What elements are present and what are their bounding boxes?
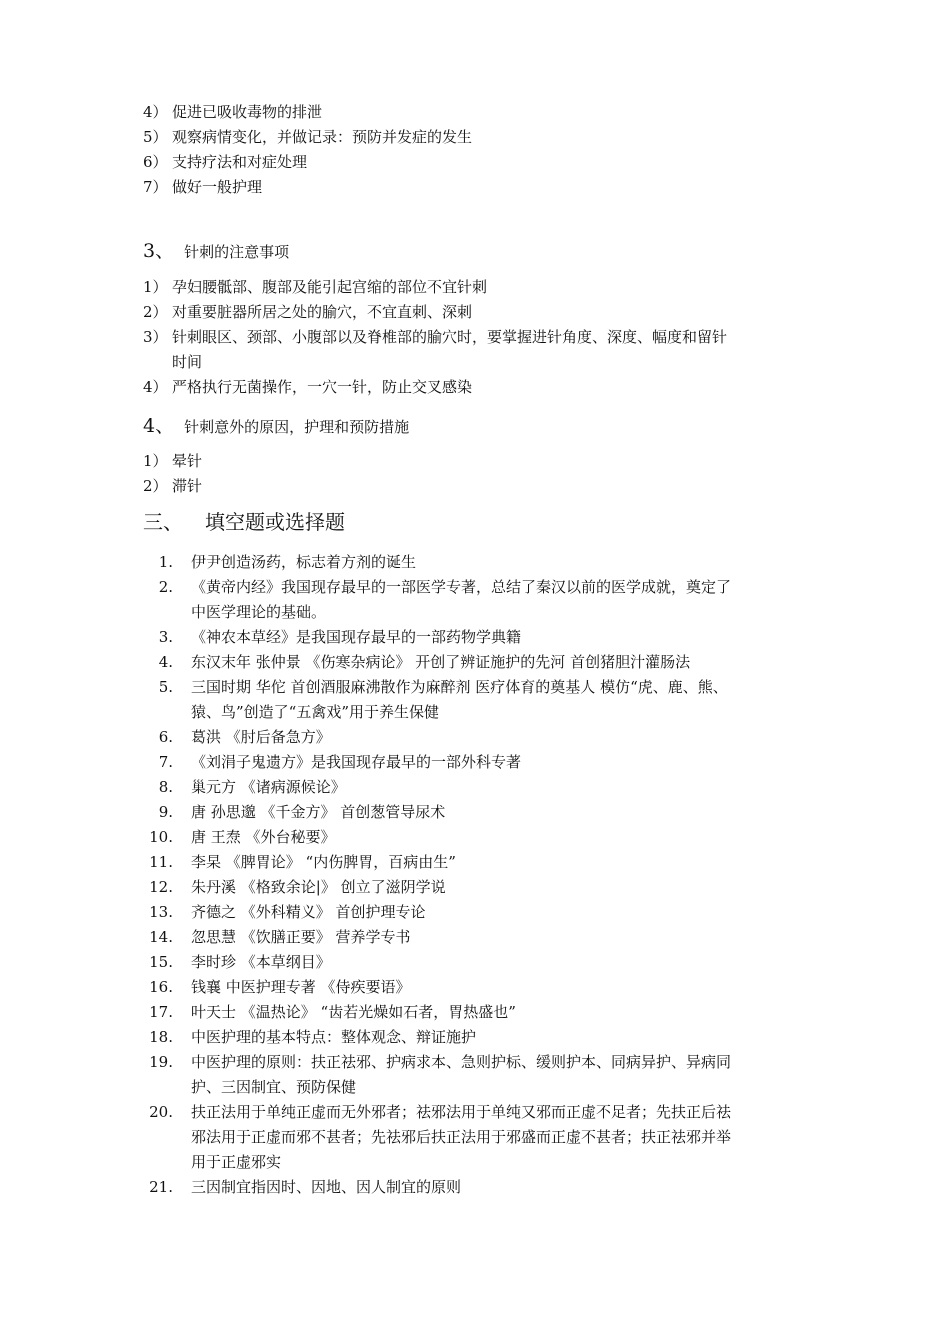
list-item: 3. 《神农本草经》是我国现存最早的一部药物学典籍: [158, 628, 522, 646]
list-item: 6） 支持疗法和对症处理: [143, 153, 308, 171]
list-item: 7. 《刘涓子鬼遗方》是我国现存最早的一部外科专著: [158, 753, 522, 771]
list-item: 9. 唐 孙思邈 《千金方》 首创葱管导尿术: [158, 803, 446, 821]
section-4-heading: 4、 针刺意外的原因，护理和预防措施: [143, 415, 410, 437]
list-item: 2. 《黄帝内经》我国现存最早的一部医学专著，总结了秦汉以前的医学成就，奠定了 中医学理论的基础。: [158, 578, 732, 621]
section-4-list: [143, 449, 202, 499]
list-item: 2） 滞针: [143, 477, 203, 495]
list-item: 5） 观察病情变化，并做记录：预防并发症的发生: [143, 128, 473, 146]
list-item: 8. 巢元方 《诸病源候论》: [158, 778, 346, 796]
list-item: 20. 扶正法用于单纯正虚而无外邪者；祛邪法用于单纯又邪而正虚不足者；先扶正后祛 邪法用于正虚而邪不甚者；先祛邪后扶正法用于邪盛而正虚不甚者；扶正祛邪并举 用于正虚邪实: [149, 1103, 732, 1171]
list-item: 4） 促进已吸收毒物的排泄: [143, 103, 323, 121]
section-3-list: [143, 275, 727, 400]
list-item: 11. 李杲 《脾胃论》 “内伤脾胃，百病由生”: [149, 853, 456, 871]
list-item: 1） 晕针: [143, 452, 203, 470]
list-item: 10. 唐 王焘 《外台秘要》: [149, 828, 336, 846]
list-item: 13. 齐德之 《外科精义》 首创护理专论: [149, 903, 426, 921]
list-item: 1） 孕妇腰骶部、腹部及能引起宫缩的部位不宜针刺: [143, 278, 488, 296]
list-item: 17. 叶天士 《温热论》 “齿若光燥如石者，胃热盛也”: [149, 1003, 516, 1021]
list-item: 14. 忽思慧 《饮膳正要》 营养学专书: [149, 928, 411, 946]
section-3-heading: 3、 针刺的注意事项: [143, 240, 290, 262]
list-item: 21. 三因制宜指因时、因地、因人制宜的原则: [149, 1178, 462, 1196]
list-item: 5. 三国时期 华佗 首创酒服麻沸散作为麻醉剂 医疗体育的奠基人 模仿“虎、鹿、熊、 猿、鸟”创造了“五禽戏”用于养生保健: [158, 678, 728, 721]
list-item: 7） 做好一般护理: [143, 178, 263, 196]
list-item: 2） 对重要脏器所居之处的腧穴，不宜直刺、深刺: [143, 303, 473, 321]
list-item: 18. 中医护理的基本特点：整体观念、辩证施护: [149, 1028, 477, 1046]
list-item: 19. 中医护理的原则：扶正祛邪、护病求本、急则护标、缓则护本、同病异护、异病同 护、三因制宜、预防保健: [149, 1053, 732, 1096]
list-item: 6. 葛洪 《肘后备急方》: [158, 728, 331, 746]
list-item: 12. 朱丹溪 《格致余论|》 创立了滋阴学说: [149, 878, 446, 896]
top-list: [143, 100, 472, 200]
part-3-heading: 三、 填空题或选择题: [143, 510, 345, 534]
part-3-list: [143, 550, 731, 1200]
list-item: 16. 钱襄 中医护理专著 《侍疾要语》: [149, 978, 411, 996]
list-item: 15. 李时珍 《本草纲目》: [149, 953, 331, 971]
list-item: 4） 严格执行无菌操作，一穴一针，防止交叉感染: [143, 378, 473, 396]
list-item: 4. 东汉末年 张仲景 《伤寒杂病论》 开创了辨证施护的先河 首创猪胆汁灌肠法: [158, 653, 691, 671]
list-item: 3） 针刺眼区、颈部、小腹部以及脊椎部的腧穴时，要掌握进针角度、深度、幅度和留针 时间: [143, 328, 728, 371]
list-item: 1. 伊尹创造汤药，标志着方剂的诞生: [158, 553, 417, 571]
